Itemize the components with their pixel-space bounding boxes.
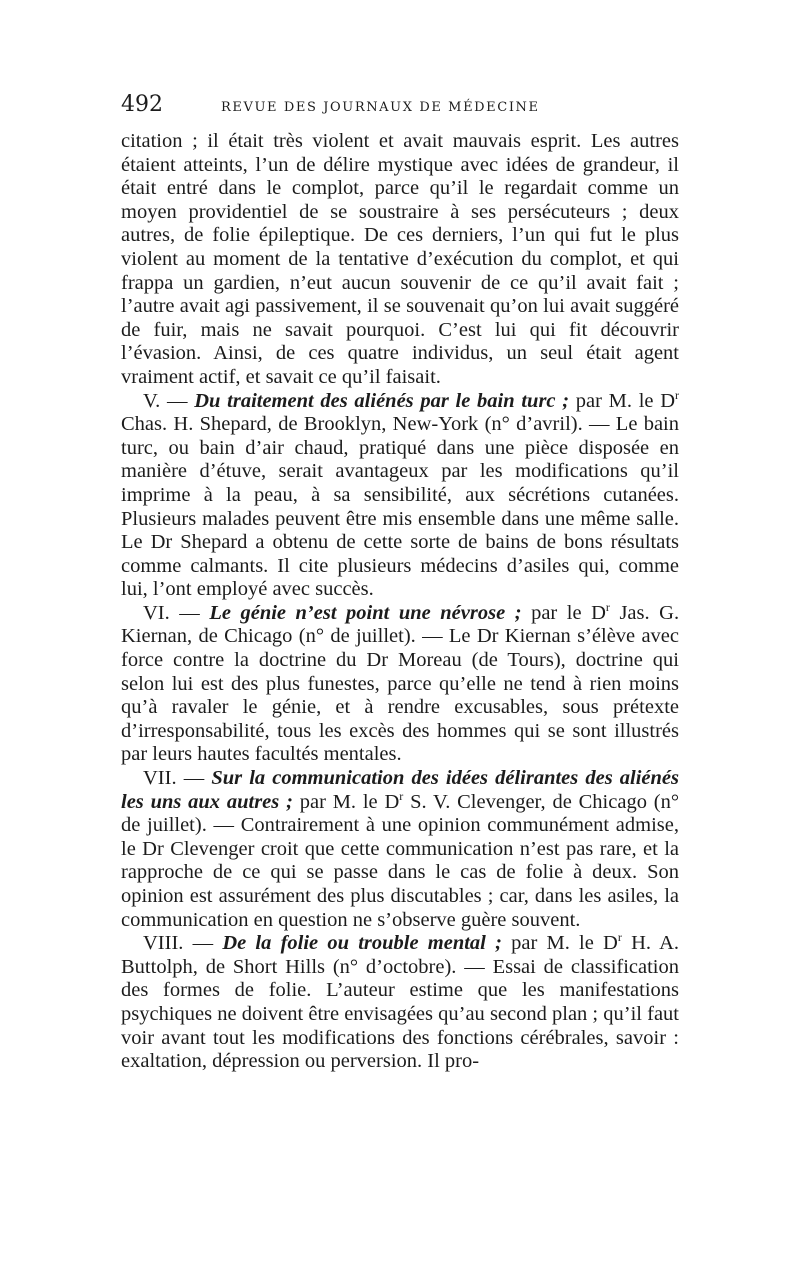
section-vii xyxy=(121,767,679,932)
section-vi xyxy=(121,602,679,767)
section-title: De la folie ou trouble mental ; xyxy=(222,932,502,955)
article-body xyxy=(121,130,679,1074)
section-title: Du traitement des aliénés par le bain turc ; xyxy=(194,389,570,412)
section-reference: par le $D^r$ Jas. G. Kiernan, de Chicago (n° de juillet). — xyxy=(121,600,680,648)
section-dash: — xyxy=(192,932,214,955)
section-numeral: VI. xyxy=(143,601,170,624)
section-summary: Le Dr Kiernan s’élève avec force contre la doctrine du Dr Moreau (de Tours), doctrine qui selon lui est des plus funestes, parce qu’elle ne tend à rien moins qu’à ravaler le génie, et à rendre excusables, sous prétexte d’irresponsabilité, tous les excès des hommes qui se sont illustrés par leurs hautes facultés mentales. xyxy=(121,625,679,766)
section-numeral: V. xyxy=(143,389,161,412)
section-viii xyxy=(121,932,679,1074)
section-dash: — xyxy=(179,601,200,624)
intro-paragraph: citation ; il était très violent et avait mauvais esprit. Les autres étaient atteints, l’un de délire mystique avec idées de grandeur, il était entré dans le complot, parce qu’il le regardait comme un moyen providentiel de se soustraire à ses persécuteurs ; deux autres, de folie épileptique. De ces derniers, l’un qui fut le plus violent au moment de la tentative d’exécution du complot, et qui frappa un gardien, n’eut aucun souvenir de ce qu’il avait fait ; l’autre avait agi passivement, il se souvenait qu’on lui avait suggéré de fuir, mais ne savait pourquoi. C’est lui qui fit découvrir l’évasion. Ainsi, de ces quatre individus, un seul était agent vraiment actif, et savait ce qu’il faisait. xyxy=(121,130,679,388)
section-reference: par M. le $D^r$ Chas. H. Shepard, de Brooklyn, New-York (n° d’avril). — xyxy=(121,387,680,436)
section-v xyxy=(121,387,680,602)
page-number: 492 xyxy=(121,92,163,117)
section-reference: par M. le $D^r$ H. A. Buttolph, de Short Hills (n° d’octobre). — xyxy=(121,930,679,978)
section-summary: Contrairement à une opinion communément admise, le Dr Clevenger croit que cette communication n’est pas rare, et la rapproche de ce qui se passe dans le cas de folie à deux. Son opinion est assurément des plus discutables ; car, dans les asiles, la communication en question ne s’observe guère souvent. xyxy=(121,814,679,931)
section-numeral: VIII. xyxy=(143,932,184,955)
page-header xyxy=(121,92,679,126)
section-numeral: VII. xyxy=(143,767,177,790)
section-summary: Le bain turc, ou bain d’air chaud, pratiqué dans une pièce disposée en manière d’étuve, serait avantageux par les modifications qu’il imprime à la peau, à sa sensibilité, aux sécrétions cutanées. Plusieurs malades peuvent être mis ensemble dans une même salle. Le Dr Shepard a obtenu de cette sorte de bains de bons résultats comme calmants. Il cite plusieurs médecins d’asiles qui, comme lui, l’ont employé avec succès. xyxy=(121,413,679,601)
section-dash: — xyxy=(183,767,205,790)
section-title: Sur la communication des idées délirantes des aliénés les uns aux autres ; xyxy=(121,767,680,813)
section-dash: — xyxy=(167,389,188,412)
running-title: REVUE DES JOURNAUX DE MÉDECINE xyxy=(221,100,540,115)
section-summary: Essai de classification des formes de folie. L’auteur estime que les manifestations psychiques ne doivent être envisagées qu’au second plan ; qu’il faut voir avant tout les modifications des fonctions cérébrales, savoir : exaltation, dépression ou perversion. Il pro- xyxy=(121,955,680,1073)
section-reference: par M. le $D^r$ S. V. Clevenger, de Chicago (n° de juillet). — xyxy=(121,788,680,837)
section-title: Le génie n’est point une névrose ; xyxy=(209,601,522,624)
